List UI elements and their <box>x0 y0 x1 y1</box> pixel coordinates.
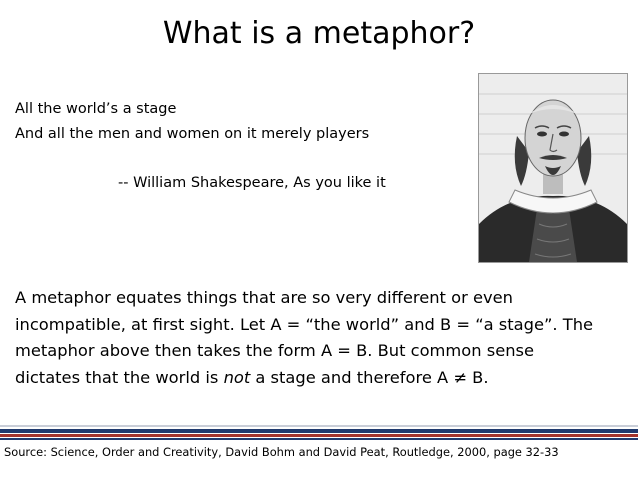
quote-block <box>15 97 455 196</box>
body-line-4 <box>15 365 620 392</box>
divider-line-blue-thin <box>0 438 638 440</box>
source-citation: Source: Science, Order and Creativity, David Bohm and David Peat, Routledge, 2000, page 32-33 <box>4 445 559 459</box>
divider-line-red <box>0 434 638 437</box>
body-line-4-start: dictates that the world is <box>15 367 224 387</box>
shakespeare-portrait <box>478 73 628 263</box>
quote-line-2: And all the men and women on it merely players <box>15 126 370 142</box>
emphasis-not: not <box>223 367 251 387</box>
explanation-paragraph <box>15 285 620 391</box>
portrait-illustration <box>479 74 627 262</box>
body-line-4-end: a stage and therefore A ≠ B. <box>250 367 489 387</box>
divider-line-blue <box>0 429 638 433</box>
body-line-3: metaphor above then takes the form A = B. But common sense <box>15 341 535 360</box>
slide-title: What is a metaphor? <box>162 16 476 51</box>
quote-line-1: All the world’s a stage <box>15 101 177 117</box>
divider-line-light <box>0 425 638 427</box>
body-line-2: incompatible, at first sight. Let A = “the world” and B = “a stage”. The <box>15 314 594 334</box>
quote-attribution: -- William Shakespeare, As you like it <box>118 175 386 191</box>
body-line-1: A metaphor equates things that are so very different or even <box>15 288 513 307</box>
